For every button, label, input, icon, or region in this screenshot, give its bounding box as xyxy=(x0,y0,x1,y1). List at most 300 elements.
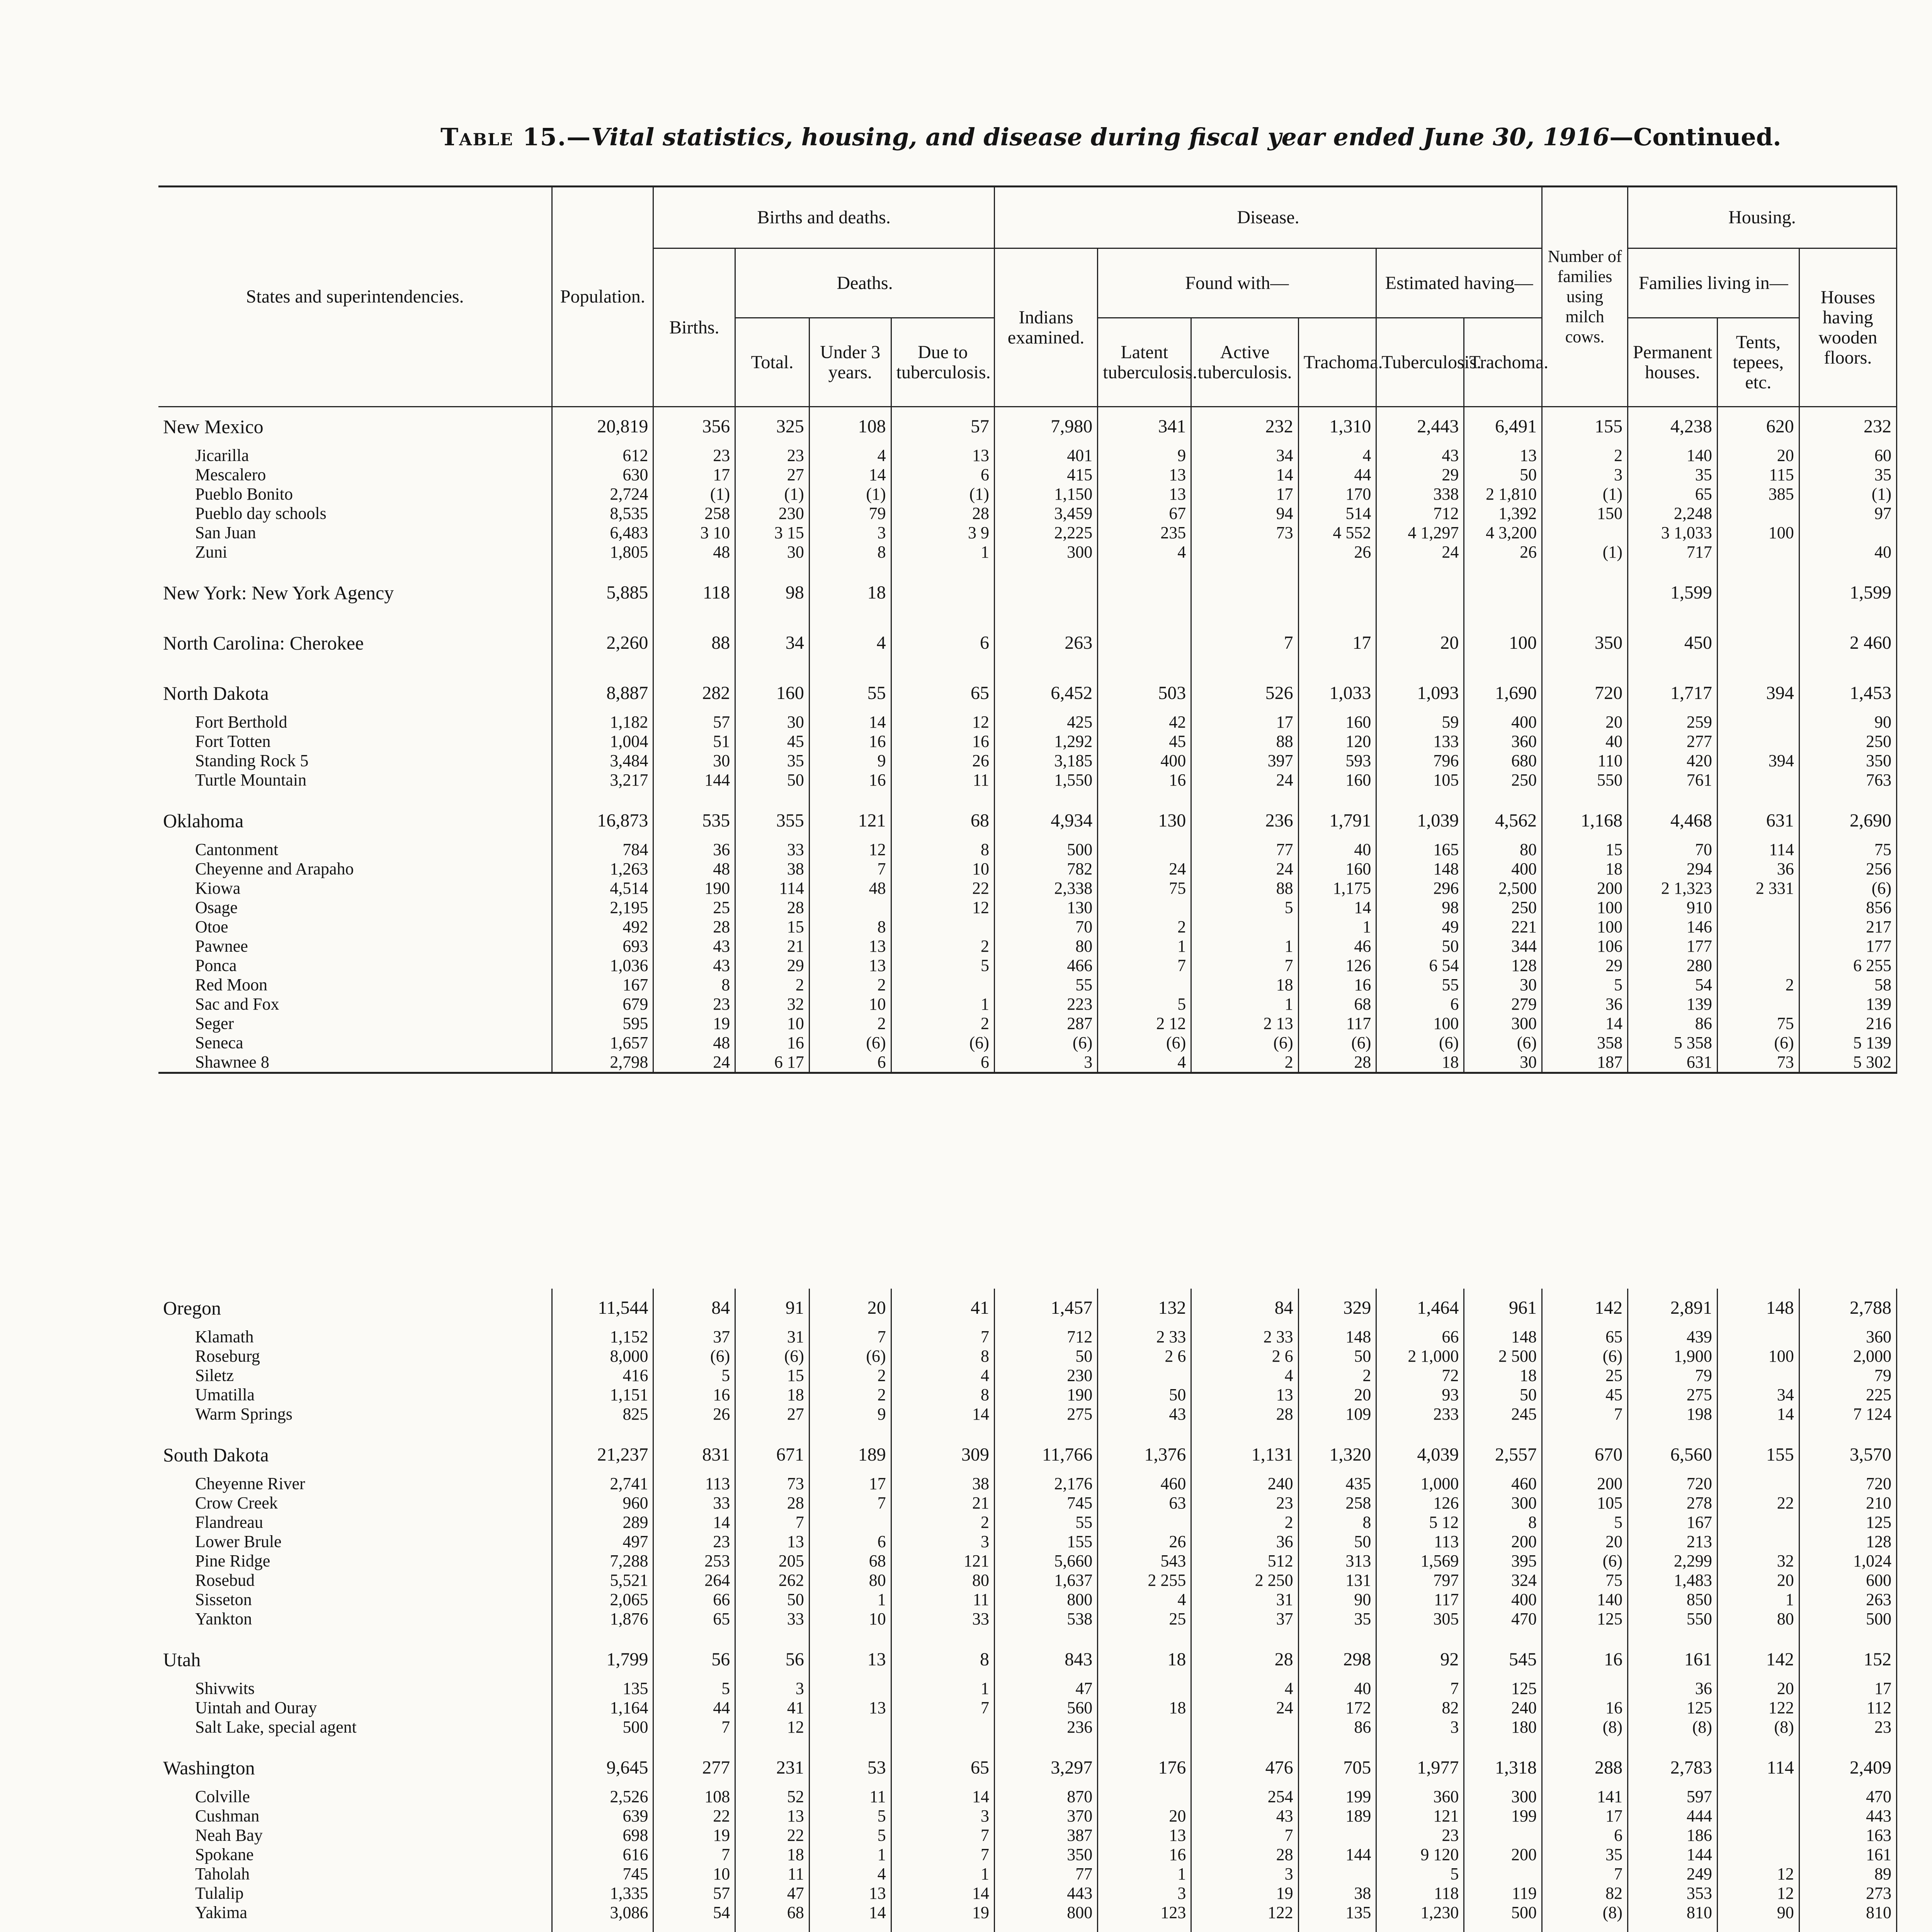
table-cell: 67 xyxy=(1098,504,1191,523)
table-cell: 30 xyxy=(735,543,810,562)
table-cell: 98 xyxy=(1376,898,1464,917)
table-cell: 960 xyxy=(552,1493,653,1513)
row-label: Jicarilla xyxy=(158,446,552,465)
table-cell: 2 13 xyxy=(1191,1014,1298,1033)
table-cell: (6) xyxy=(1799,879,1896,898)
table-cell: 1,039 xyxy=(1376,801,1464,840)
table-cell: 114 xyxy=(1717,1748,1799,1787)
table-cell: 18 xyxy=(735,1385,810,1405)
table-cell: 63 xyxy=(1098,1493,1191,1513)
table-cell: 1,900 xyxy=(1628,1347,1717,1366)
table-cell: 144 xyxy=(653,770,735,790)
table-cell: 110 xyxy=(1542,751,1628,770)
agency-row xyxy=(158,1385,1897,1405)
table-cell xyxy=(1717,1826,1799,1845)
table-cell: 612 xyxy=(552,446,653,465)
table-cell: 72 xyxy=(1376,1366,1464,1385)
row-label: Ponca xyxy=(158,956,552,975)
table-cell: 7 xyxy=(809,1327,891,1347)
row-label: Turtle Mountain xyxy=(158,770,552,790)
table-cell: 2 1,810 xyxy=(1464,485,1542,504)
table-cell: 26 xyxy=(653,1405,735,1424)
row-label: Seger xyxy=(158,1014,552,1033)
table-cell xyxy=(1717,1513,1799,1532)
table-cell: (1) xyxy=(1542,543,1628,562)
table-cell: (6) xyxy=(891,1033,994,1053)
table-cell xyxy=(1098,573,1191,612)
header-est-tuberculosis: Tuberculosis. xyxy=(1376,318,1464,407)
table-cell: 7 xyxy=(1376,1679,1464,1698)
table-cell: 36 xyxy=(1717,859,1799,879)
table-cell: 8,000 xyxy=(552,1347,653,1366)
table-cell xyxy=(1098,1679,1191,1698)
table-cell: 443 xyxy=(994,1884,1097,1903)
row-label: Klamath xyxy=(158,1327,552,1347)
table-cell: 86 xyxy=(1298,1718,1376,1737)
table-cell: 14 xyxy=(891,1787,994,1806)
table-cell: 298 xyxy=(1298,1640,1376,1679)
table-cell: 466 xyxy=(994,956,1097,975)
table-cell: 50 xyxy=(1464,1385,1542,1405)
agency-row xyxy=(158,879,1897,898)
table-cell: 225 xyxy=(1799,1385,1896,1405)
table-number: Table 15.— xyxy=(440,123,592,151)
table-cell: 435 xyxy=(1298,1474,1376,1493)
row-label: Roseburg xyxy=(158,1347,552,1366)
agency-row xyxy=(158,1347,1897,1366)
table-cell: 2,176 xyxy=(994,1474,1097,1493)
table-cell: 1,392 xyxy=(1464,504,1542,523)
table-cell: 13 xyxy=(809,937,891,956)
table-cell: 144 xyxy=(1298,1845,1376,1864)
table-cell: 8 xyxy=(1464,1513,1542,1532)
table-cell: 200 xyxy=(1464,1845,1542,1864)
table-cell: 2 12 xyxy=(1098,1014,1191,1033)
table-cell: 160 xyxy=(1298,859,1376,879)
table-cell: 397 xyxy=(1191,751,1298,770)
table-cell: 4,562 xyxy=(1464,801,1542,840)
header-disease: Disease. xyxy=(994,187,1542,248)
table-cell: 763 xyxy=(1799,770,1896,790)
table-cell: 2 xyxy=(891,937,994,956)
vital-statistics-table-upper xyxy=(158,185,1897,1074)
table-cell: 24 xyxy=(1376,543,1464,562)
table-cell: 420 xyxy=(1628,751,1717,770)
table-cell: 2,526 xyxy=(552,1787,653,1806)
table-cell: 189 xyxy=(1298,1806,1376,1826)
table-cell: 5 xyxy=(1098,995,1191,1014)
table-cell: 121 xyxy=(809,801,891,840)
table-cell: 2 255 xyxy=(1098,1571,1191,1590)
row-label: San Juan xyxy=(158,523,552,543)
table-cell: 89 xyxy=(1799,1864,1896,1884)
header-latent: Latent tuberculosis. xyxy=(1098,318,1191,407)
table-cell: 394 xyxy=(1717,674,1799,713)
table-cell: 88 xyxy=(1191,879,1298,898)
agency-row xyxy=(158,840,1897,859)
table-cell: 593 xyxy=(1298,751,1376,770)
table-cell: 65 xyxy=(1628,485,1717,504)
table-cell: 1,569 xyxy=(1376,1551,1464,1571)
table-cell: 24 xyxy=(1098,859,1191,879)
table-cell: 1,453 xyxy=(1799,674,1896,713)
table-cell: 142 xyxy=(1542,1289,1628,1327)
table-cell: 105 xyxy=(1376,770,1464,790)
table-cell: 6,452 xyxy=(994,674,1097,713)
table-cell: 13 xyxy=(1098,485,1191,504)
table-cell: 100 xyxy=(1542,898,1628,917)
table-cell: 1 xyxy=(1298,917,1376,937)
table-cell: 2 xyxy=(1098,917,1191,937)
table-cell xyxy=(1298,1864,1376,1884)
table-cell xyxy=(1717,770,1799,790)
table-cell: 8 xyxy=(891,1347,994,1366)
table-cell: 1,168 xyxy=(1542,801,1628,840)
table-cell: 113 xyxy=(1376,1532,1464,1551)
agency-row xyxy=(158,917,1897,937)
table-cell: 34 xyxy=(1717,1385,1799,1405)
table-cell: 73 xyxy=(1717,1053,1799,1073)
table-cell: 90 xyxy=(1799,713,1896,732)
table-cell: 3 xyxy=(891,1532,994,1551)
table-cell: 595 xyxy=(552,1014,653,1033)
table-cell: 13 xyxy=(809,1884,891,1903)
table-cell xyxy=(1464,1826,1542,1845)
table-cell: 66 xyxy=(1376,1327,1464,1347)
table-cell: 5,660 xyxy=(994,1551,1097,1571)
table-cell: 24 xyxy=(1191,859,1298,879)
table-cell: 125 xyxy=(1628,1698,1717,1718)
table-cell xyxy=(1542,1679,1628,1698)
table-cell: 3,570 xyxy=(1799,1435,1896,1474)
table-cell: 350 xyxy=(1799,751,1896,770)
table-cell: 232 xyxy=(1799,407,1896,446)
table-cell: 545 xyxy=(1464,1640,1542,1679)
table-cell xyxy=(1191,917,1298,937)
table-cell: 7 124 xyxy=(1799,1405,1896,1424)
table-cell: 825 xyxy=(552,1405,653,1424)
table-cell: 7 xyxy=(891,1327,994,1347)
table-cell: 57 xyxy=(653,713,735,732)
table-cell: 148 xyxy=(1717,1289,1799,1327)
table-cell xyxy=(1717,898,1799,917)
table-cell: 385 xyxy=(1717,485,1799,504)
table-cell: 961 xyxy=(1464,1289,1542,1327)
table-cell: 25 xyxy=(1098,1609,1191,1629)
agency-row xyxy=(158,1474,1897,1493)
table-cell: 155 xyxy=(1542,407,1628,446)
table-cell xyxy=(809,1513,891,1532)
header-found-with: Found with— xyxy=(1098,248,1376,318)
table-cell: 200 xyxy=(1464,1532,1542,1551)
table-cell: 177 xyxy=(1628,937,1717,956)
table-cell: 1,093 xyxy=(1376,674,1464,713)
row-label: Utah xyxy=(158,1640,552,1679)
row-label: New Mexico xyxy=(158,407,552,446)
table-cell: 125 xyxy=(1542,1609,1628,1629)
table-cell: 73 xyxy=(735,1474,810,1493)
table-cell: 870 xyxy=(994,1787,1097,1806)
table-cell: 20 xyxy=(1376,624,1464,662)
header-permanent-houses: Permanent houses. xyxy=(1628,318,1717,407)
table-cell: 12 xyxy=(1717,1864,1799,1884)
table-cell: 18 xyxy=(1191,975,1298,995)
table-cell: 1,152 xyxy=(552,1327,653,1347)
table-cell: 3,297 xyxy=(994,1748,1097,1787)
table-cell: 1,791 xyxy=(1298,801,1376,840)
table-cell: 500 xyxy=(1799,1609,1896,1629)
table-cell xyxy=(1191,543,1298,562)
table-cell: 100 xyxy=(1376,1014,1464,1033)
table-cell: 38 xyxy=(735,859,810,879)
table-cell: 2,783 xyxy=(1628,1748,1717,1787)
row-label: South Dakota xyxy=(158,1435,552,1474)
table-cell: 5 xyxy=(653,1679,735,1698)
table-cell: 360 xyxy=(1799,1327,1896,1347)
table-cell: 1,550 xyxy=(994,770,1097,790)
table-cell: 93 xyxy=(1376,1385,1464,1405)
table-cell: 10 xyxy=(809,1609,891,1629)
table-cell: 309 xyxy=(891,1435,994,1474)
header-due-tuberculosis: Due to tuberculosis. xyxy=(891,318,994,407)
table-cell: 7 xyxy=(653,1718,735,1737)
table-cell: 7,980 xyxy=(994,407,1097,446)
table-cell: 497 xyxy=(552,1532,653,1551)
table-cell: 1 xyxy=(891,1679,994,1698)
table-cell: 128 xyxy=(1799,1532,1896,1551)
table-cell: 476 xyxy=(1191,1748,1298,1787)
table-cell: 1,150 xyxy=(994,485,1097,504)
table-cell: 6 17 xyxy=(735,1053,810,1073)
table-cell: 210 xyxy=(1799,1493,1896,1513)
table-cell: 6 xyxy=(891,624,994,662)
table-cell: 2,724 xyxy=(552,485,653,504)
table-cell: 119 xyxy=(1464,1884,1542,1903)
table-cell: 172 xyxy=(1298,1698,1376,1718)
agency-row xyxy=(158,1826,1897,1845)
table-cell: 13 xyxy=(1098,465,1191,485)
header-births-deaths: Births and deaths. xyxy=(653,187,995,248)
table-cell: 20 xyxy=(1098,1806,1191,1826)
table-cell: 180 xyxy=(1464,1718,1542,1737)
table-cell: 14 xyxy=(809,1903,891,1922)
state-row xyxy=(158,624,1897,662)
table-cell: 6 xyxy=(891,465,994,485)
table-cell: 353 xyxy=(1628,1884,1717,1903)
table-cell: 1,717 xyxy=(1628,674,1717,713)
table-cell: 8 xyxy=(891,1640,994,1679)
table-cell: 4,934 xyxy=(994,801,1097,840)
table-cell xyxy=(1717,1474,1799,1493)
table-cell: 4 xyxy=(891,1366,994,1385)
table-cell: 20 xyxy=(809,1289,891,1327)
table-cell: 1,033 xyxy=(1298,674,1376,713)
table-cell xyxy=(1464,1864,1542,1884)
table-cell: 126 xyxy=(1298,956,1376,975)
table-cell: 18 xyxy=(735,1845,810,1864)
table-cell: 13 xyxy=(891,446,994,465)
row-label: Osage xyxy=(158,898,552,917)
table-cell: 500 xyxy=(1464,1903,1542,1922)
table-cell: 82 xyxy=(1542,1884,1628,1903)
table-cell: 40 xyxy=(1298,1679,1376,1698)
table-cell: 33 xyxy=(735,1609,810,1629)
table-cell: 705 xyxy=(1298,1748,1376,1787)
table-cell: 4 1,297 xyxy=(1376,523,1464,543)
table-cell: 200 xyxy=(1542,879,1628,898)
table-cell: 50 xyxy=(1098,1385,1191,1405)
table-cell: 273 xyxy=(1799,1884,1896,1903)
table-cell: 55 xyxy=(994,975,1097,995)
table-cell: 14 xyxy=(1717,1405,1799,1424)
table-cell: 12 xyxy=(735,1718,810,1737)
table-cell: 100 xyxy=(1464,624,1542,662)
table-cell: 114 xyxy=(1717,840,1799,859)
row-label: Seneca xyxy=(158,1033,552,1053)
table-cell: 2,338 xyxy=(994,879,1097,898)
agency-row xyxy=(158,1845,1897,1864)
table-cell: 118 xyxy=(653,573,735,612)
table-cell: 31 xyxy=(1191,1590,1298,1609)
table-cell: 15 xyxy=(735,917,810,937)
table-cell: 33 xyxy=(891,1609,994,1629)
table-cell: 3,484 xyxy=(552,751,653,770)
table-cell xyxy=(1717,956,1799,975)
table-cell xyxy=(1717,713,1799,732)
table-cell: 492 xyxy=(552,917,653,937)
table-cell: 4,238 xyxy=(1628,407,1717,446)
table-cell: 20 xyxy=(1298,1385,1376,1405)
table-cell: 161 xyxy=(1628,1640,1717,1679)
table-cell: 80 xyxy=(1717,1609,1799,1629)
table-cell: (8) xyxy=(1717,1718,1799,1737)
table-cell: 36 xyxy=(1628,1679,1717,1698)
table-cell: 720 xyxy=(1628,1474,1717,1493)
table-cell xyxy=(1098,975,1191,995)
table-cell xyxy=(1717,937,1799,956)
table-cell: 20 xyxy=(1542,713,1628,732)
row-label: Warm Springs xyxy=(158,1405,552,1424)
table-cell: 112 xyxy=(1799,1698,1896,1718)
table-cell: 163 xyxy=(1799,1826,1896,1845)
table-cell xyxy=(809,1718,891,1737)
table-cell: 18 xyxy=(1542,859,1628,879)
table-cell: 253 xyxy=(653,1551,735,1571)
table-cell: 416 xyxy=(552,1366,653,1385)
table-cell: 14 xyxy=(891,1405,994,1424)
table-cell: 121 xyxy=(1376,1806,1464,1826)
table-cell: 1 xyxy=(1191,995,1298,1014)
table-cell: 45 xyxy=(735,732,810,751)
table-cell: 35 xyxy=(735,751,810,770)
table-cell: 23 xyxy=(1191,1493,1298,1513)
table-cell: 50 xyxy=(735,1590,810,1609)
table-cell: 70 xyxy=(994,917,1097,937)
table-cell xyxy=(1717,917,1799,937)
table-cell: 10 xyxy=(735,1014,810,1033)
table-cell: 2 xyxy=(1191,1513,1298,1532)
table-cell: 130 xyxy=(1098,801,1191,840)
table-cell: 3,459 xyxy=(994,504,1097,523)
table-cell xyxy=(1098,840,1191,859)
agency-row xyxy=(158,751,1897,770)
table-cell xyxy=(1098,1718,1191,1737)
table-cell: 1,318 xyxy=(1464,1748,1542,1787)
table-cell: 37 xyxy=(653,1327,735,1347)
table-cell: 4,514 xyxy=(552,879,653,898)
agency-row xyxy=(158,1679,1897,1698)
table-cell: 631 xyxy=(1717,801,1799,840)
table-cell: 671 xyxy=(735,1435,810,1474)
table-cell: 221 xyxy=(1464,917,1542,937)
table-cell: 16 xyxy=(1542,1698,1628,1718)
table-cell: 370 xyxy=(994,1806,1097,1826)
row-label: Pine Ridge xyxy=(158,1551,552,1571)
table-cell: (6) xyxy=(1717,1033,1799,1053)
table-cell: 400 xyxy=(1098,751,1191,770)
table-cell: 148 xyxy=(1298,1327,1376,1347)
table-cell: 355 xyxy=(735,801,810,840)
table-cell: 5 xyxy=(809,1806,891,1826)
table-cell: 10 xyxy=(653,1864,735,1884)
table-cell: 2 33 xyxy=(1098,1327,1191,1347)
table-cell: 800 xyxy=(994,1903,1097,1922)
table-cell: 2 500 xyxy=(1464,1347,1542,1366)
table-cell: 18 xyxy=(1376,1053,1464,1073)
table-cell: 160 xyxy=(735,674,810,713)
table-cell xyxy=(1717,1366,1799,1385)
table-cell: 3 10 xyxy=(653,523,735,543)
table-cell: 2,409 xyxy=(1799,1748,1896,1787)
table-cell: 20 xyxy=(1717,1679,1799,1698)
table-cell: 470 xyxy=(1799,1787,1896,1806)
table-cell: 2 331 xyxy=(1717,879,1799,898)
table-cell: 140 xyxy=(1628,446,1717,465)
table-cell: 439 xyxy=(1628,1327,1717,1347)
table-cell: 712 xyxy=(1376,504,1464,523)
agency-row xyxy=(158,523,1897,543)
table-cell: 4 xyxy=(1098,543,1191,562)
table-cell xyxy=(891,573,994,612)
table-cell: 4 xyxy=(1298,446,1376,465)
table-cell: 19 xyxy=(891,1903,994,1922)
table-cell: 11,544 xyxy=(552,1289,653,1327)
table-cell: 17 xyxy=(1191,485,1298,504)
table-cell xyxy=(1191,573,1298,612)
table-cell: 460 xyxy=(1464,1474,1542,1493)
table-cell: 305 xyxy=(1376,1609,1464,1629)
table-cell: 16 xyxy=(1542,1640,1628,1679)
table-cell: 113 xyxy=(653,1474,735,1493)
table-cell: 4 xyxy=(809,446,891,465)
table-cell: 80 xyxy=(891,1571,994,1590)
table-cell: 35 xyxy=(1542,1845,1628,1864)
table-cell: 3 xyxy=(1542,465,1628,485)
table-cell: (6) xyxy=(994,1033,1097,1053)
agency-row xyxy=(158,504,1897,523)
table-cell: 115 xyxy=(1717,465,1799,485)
table-cell: 693 xyxy=(552,937,653,956)
table-cell: 56 xyxy=(735,1640,810,1679)
table-cell: 233 xyxy=(1376,1405,1464,1424)
table-cell: 250 xyxy=(1464,770,1542,790)
table-cell: 190 xyxy=(653,879,735,898)
table-cell: 1,263 xyxy=(552,859,653,879)
table-cell: 8,887 xyxy=(552,674,653,713)
table-cell: 720 xyxy=(1542,674,1628,713)
table-cell: 17 xyxy=(1542,1806,1628,1826)
row-label: Washington xyxy=(158,1748,552,1787)
